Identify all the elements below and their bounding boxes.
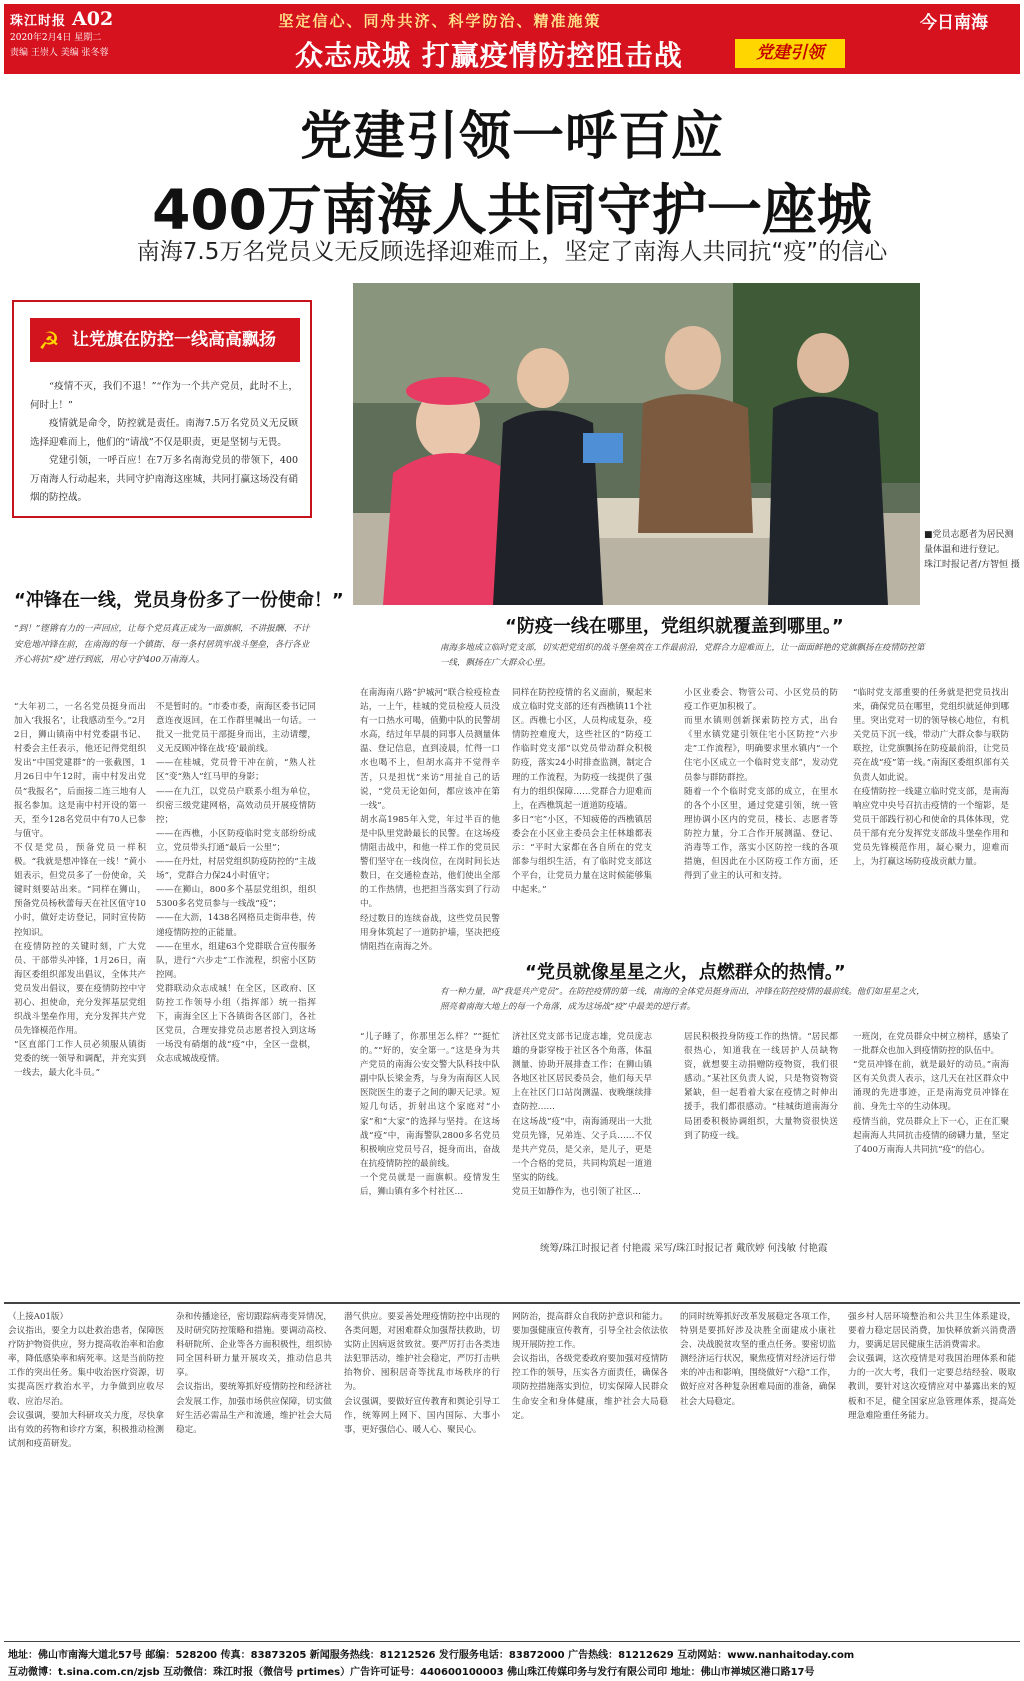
editors: 责编 王崇人 美编 张冬蓉 [10,48,109,58]
footer-divider [4,1641,1020,1642]
continued-column: 网防治，提高群众自我防护意识和能力。要加强健康宣传教育，引导全社会依法依规开展防控工作。 会议指出，各级党委政府要加强对疫情防控工作的领导，压实各方面责任，确保各项防控措施落实到位，切实保障人民群众生命安全和身体健康，维护社会大局稳定。 [512,1312,668,1421]
subtitle-2: “防疫一线在哪里，党组织就覆盖到哪里。” [505,616,844,637]
lead-2: 南海多地成立临时党支部，切实把党组织的战斗堡垒筑在工作最前沿，党群合力迎难而上，让一面面鲜艳的党旗飘扬在疫情防控第一线，飘扬在广大群众心里。 [440,643,925,668]
box-paragraph: “疫情不灭，我们不退！”“作为一个共产党员，此时不上，何时上！” [30,381,298,411]
headline-line2: 400万南海人共同守护一座城 [152,178,872,242]
subheadline: 南海7.5万名党员义无反顾选择迎难而上，坚定了南海人共同抗“疫”的信心 [136,239,888,265]
article-column: “大年初二，一名名党员挺身而出加入‘我报名’，让我感动至今。”2月2日，狮山镇南中村党委副书记、村委会主任表示，他还记得党组织发出“中国党建群”的一张截图，1月26日中午12时，南中村发出党员“我报名”，后面接二连三地有人报名参加。这是南中村开设的第一天，至今128名党员中有70人已参与值守。 不仅是党员，预备党员一样积极。“我就是想冲锋在一线！”黄小姐表示，但党员多了一份使命，关键时刻要站出来。“同样在狮山，预备党员杨秋蕾每天在社区值守10小时，做好走访登记，同时宣传防控知识。 在疫情防控的关键时刻，广大党员、干部带头冲锋，1月26日，南海区委组织部发出倡议，全体共产党员发出倡议，要在疫情防控中守初心、担使命，充分发挥基层党组织战斗堡垒作用，充分发挥共产党员先锋模范作用。 “区直部门工作人员必须服从镇街党委的统一领导和调配，并充实到一线去，最大化斗员。” [14,702,146,1079]
article-column: “儿子睡了，你那里怎么样？”“挺忙的。”“好的，安全第一。”这是身为共产党员的南海公安交警大队科技中队副中队长梁金秀，与身为南海区人民医院医生的妻子之间的聊天记录。短短几句话，折射出这个家庭对“小家”和“大家”的选择与坚持。在这场战“疫”中，南海警队2800多名党员积极响应党员号召，挺身而出，奋战在抗疫情防控的最前线。 一个党员就是一面旗帜。疫情发生后，狮山镇有多个村社区… [360,1032,500,1198]
box-text [30,378,298,508]
article-column: 一班岗，在党员群众中树立榜样，感染了一批群众也加入到疫情防控的队伍中。 “党员冲锋在前，就是最好的动员。”南海区有关负责人表示，这几天在社区群众中涌现的先进事迹，正是南海党员冲锋在前、身先士卒的生动体现。 疫情当前，党员群众上下一心，正在汇聚起南海人共同抗击疫情的磅礴力量，坚定了400万南海人共同抗“疫”的信心。 [853,1032,1009,1155]
issue-date: 2020年2月4日 星期二 [10,33,102,43]
continued-column: 潜气供应。要妥善处理疫情防控中出现的各类问题，对困难群众加强帮扶救助，切实防止因病返贫致贫。要严厉打击各类违法犯罪活动，维护社会稳定，严厉打击哄抬物价、囤积居奇等扰乱市场秩序的行为。 会议强调，要做好宣传教育和舆论引导工作，统筹网上网下、国内国际、大事小事，更好强信心、暖人心、聚民心。 [344,1312,500,1435]
photo-icon [353,283,920,605]
box-banner: 让党旗在防控一线高高飘扬 [30,318,300,362]
continued-column: 杂和传播途径，密切跟踪病毒变异情况，及时研究防控策略和措施。要调动高校、科研院所、企业等各方面积极性，组织协同全国科研力量开展攻关，推动信息共享。 会议指出，要统筹抓好疫情防控和经济社会发展工作，加强市场供应保障，切实做好生活必需品生产和流通，维护社会大局稳定。 [176,1312,332,1435]
section-name: 今日南海 [920,13,988,33]
lead-1: “到！”铿锵有力的一声回应，让每个党员真正成为一面旗帜，不讲报酬、不计安危地冲锋在前，在南海的每一个镇街、每一条村居筑牢战斗堡垒，各行各业齐心将抗“疫”进行到底，用心守护400万南海人。 [14,624,310,665]
subtitle-3: “党员就像星星之火，点燃群众的热情。” [525,962,846,983]
paper-name: 珠江时报 [10,14,67,29]
party-badge: 党建引领 [735,39,845,68]
byline: 统筹/珠江时报记者 付艳霞 采写/珠江时报记者 戴欣婷 何浅敏 付艳霞 [540,1243,828,1254]
continued-column: 强乡村人居环境整治和公共卫生体系建设，要着力稳定居民消费，加快释放新兴消费潜力，要满足居民健康生活消费需求。 会议强调，这次疫情是对我国治理体系和能力的一次大考，我们一定要总结经验、吸取教训，要针对这次疫情应对中暴露出来的短板和不足，健全国家应急管理体系，提高处理急难险重任务能力。 [848,1312,1016,1421]
article-column: 济社区党支部书记庞志雄，党员庞志雄的身影穿梭于社区各个角落，体温测量、协助开展排查工作；在狮山镇各地区社区居民委员会，他们每天早上在社区门口站岗测温、夜晚继续排查防控…… 在这场战“疫”中，南海涌现出一大批党员先锋，兄弟连、父子兵……不仅是共产党员，是父亲，是儿子，更是一个合格的党员，共同构筑起一道道坚实的防线。 党员王如静作为，也引领了社区… [512,1032,652,1198]
article-column: 同样在防控疫情的名义面前，聚起来成立临时党支部的还有西樵镇11个社区。西樵七小区，人员构成复杂，疫情防控难度大，这些社区的“防疫工作临时党支部”以党员带动群众积极防疫，落实24小时排查监测，制定合理的工作流程，为防疫一线提供了强有力的组织保障……党群合力迎难而上，在西樵筑起一道道防疫墙。 多日“宅”小区，不知疲倦的西樵镇居委会在小区业主委员会主任林雄都表示：“平时大家都在各自所在的党支部参与组织生活，有了临时党支部这个平台，让党员力量在这时候能够集中起来。” [512,688,652,896]
continued-column: （上接A01版） 会议指出，要全力以赴救治患者，保障医疗防护物资供应，努力提高收治率和治愈率，降低感染率和病死率。这是当前防控工作的突出任务。集中收治医疗资源，切实提高医疗救治水平，力争做到应收尽收、应治尽治。 会议强调，要加大科研攻关力度，尽快拿出有效的药物和诊疗方案，积极推动检测试剂和疫苗研发。 [8,1312,164,1449]
article-column: 小区业委会、物管公司、小区党员的防疫工作更加积极了。 而里水镇则创新探索防控方式，出台《里水镇党建引领住宅小区防控“六步走”工作流程》，明确要求里水镇内“一个住宅小区成立一个临时党支部”，发动党员参与群防群控。 随着一个个临时党支部的成立，在里水的各个小区里，通过党建引领，统一管理协调小区内的党员，楼长、志愿者等防控力量，分工合作开展测温、登记、消毒等工作，落实小区防控一线的各项措施，但因此在小区防疫工作方面，还得到了业主的认可和支持。 [684,688,838,882]
continued-column: 的同时统筹抓好改革发展稳定各项工作，特别是要抓好涉及决胜全面建成小康社会、决战脱贫攻坚的重点任务。要密切监测经济运行状况，聚焦疫情对经济运行带来的冲击和影响，围绕做好“六稳”工作，做好应对各种复杂困难局面的准备，确保社会大局稳定。 [680,1312,836,1407]
masthead-info [4,4,144,74]
lead-3: 有一种力量，叫“我是共产党员”。在防控疫情的第一线，南海的全体党员挺身而出，冲锋在防控疫情的最前线。他们如星星之火，照亮着南海大地上的每一个角落，成为这场战“疫”中最美的逆行者。 [440,987,925,1012]
hammer-sickle-icon: ☭ [38,327,60,355]
article-column: “临时党支部重要的任务就是把党员找出来，确保党员在哪里，党组织就延伸到哪里。突出党对一切的领导核心地位，有机关党员下沉一线，带动广大群众参与联防联控，让党旗飘扬在防疫最前沿，让党员亮在战“疫”第一线。”南海区委组织部有关负责人如此说。 在疫情防控一线建立临时党支部，是南海响应党中央号召抗击疫情的一个缩影，是党员干部践行初心和使命的具体体现，党员干部有充分发挥党支部战斗堡垒作用和党员先锋模范作用，凝心聚力，迎难而上，为打赢这场防疫战贡献力量。 [853,688,1009,868]
article-column: 不是暂时的。“市委市委，南海区委书记同意连夜返回，在工作群里喊出一句话。一批又一批党员干部挺身而出，主动请缨，义无反顾冲锋在战‘疫’最前线。 ——在桂城，党员骨干冲在前，“熟人社区”变“熟人”红马甲的身影； ——在九江，以党员户联系小组为单位，织密三级党建网格，高效动员开展疫情防控； ——在西樵，小区防疫临时党支部纷纷成立，党员带头打通“最后一公里”； ——在丹灶，村居党组织防疫防控的“主战场”，党群合力保24小时值守； ——在狮山，800多个基层党组织，组织5300多名党员参与一线战“疫”； ——在大沥，1438名网格员走街串巷，传递疫情防控的正能量。 ——在里水，组建63个党群联合宣传服务队，进行“六步走”工作流程，织密小区防控网。 党群联动众志成城！在全区，区政府、区防控工作领导小组（指挥部）统一指挥下，南海全区上下各镇街各区部门，各社区党员，合理安排党员志愿者投入到这场一场没有硝烟的战“疫”中，全区一盘棋，众志成城战疫情。 [156,702,316,1065]
article-column: 在南海南八路“护城河”联合检疫检查站，一上午，桂城的党员检疫人员没有一口热水可喝，值勤中队的民警胡水高，结过年早晨的同事人员测量体温、登记信息，直到凌晨，忙得一口水也喝不上，但胡水高并不觉得辛苦，只是担忧“来访”用扯自己的话说，“党员无论如何，都应该冲在第一线”。 胡水高1985年入党，年过半百的他是中队里党龄最长的民警。在这场疫情阻击战中，和他一样工作的党员民警们坚守在一线岗位，在岗时间长达数日，在交通检查站，他们使出全部的工作热情，也把担当落实到了行动中。 经过数日的连续奋战，这些党员民警用身体筑起了一道防护墙，坚决把疫情阻挡在南海之外。 [360,688,500,952]
section-divider [4,1302,1020,1304]
box-paragraph: 党建引领，一呼百应！在7万多名南海党员的带领下，400万南海人行动起来，共同守护南海这座城，共同打赢这场没有硝烟的防控战。 [30,455,298,503]
box-paragraph: 疫情就是命令，防控就是责任。南海7.5万名党员义无反顾选择迎难而上，他们的“请战”不仅是职责，更是坚韧与无畏。 [30,418,298,448]
footer-line-1: 地址：佛山市南海大道北57号 邮编：528200 传真：83873205 新闻服务热线：81212526 发行服务电话：83872000 广告热线：81212629 互动网站：www.nanhaitoday.com [8,1650,855,1661]
slogan-main: 众志成城 打赢疫情防控阻击战 [295,39,683,72]
subtitle-1: “冲锋在一线，党员身份多了一份使命！” [14,590,344,611]
photo-caption: ■党员志愿者为居民测量体温和进行登记。 珠江时报记者/方智恒 摄 [924,530,1020,570]
slogan-top: 坚定信心、同舟共济、科学防治、精准施策 [278,12,602,30]
article-column: 居民积极投身防疫工作的热情。“居民都很热心，知道我在一线居护人员缺物资，就想要主动捐赠防疫物资，我们很感动。”某社区负责人说，只是物资物资紧缺，但一起看着大家在疫情之时伸出援手，我们都很感动。“桂城街道南海分局团委积极协调组织，大量物资很快送到了防疫一线。 [684,1032,838,1141]
page-number: A02 [72,8,114,30]
footer-line-2: 互动微博：t.sina.com.cn/zjsb 互动微信：珠江时报（微信号 prtimes）广告许可证号：440600100003 佛山珠江传媒印务与发行有限公司印 地址：佛山市禅城区港口路17号 [8,1667,815,1678]
headline-line1: 党建引领一呼百应 [299,107,724,167]
news-photo [353,283,920,605]
